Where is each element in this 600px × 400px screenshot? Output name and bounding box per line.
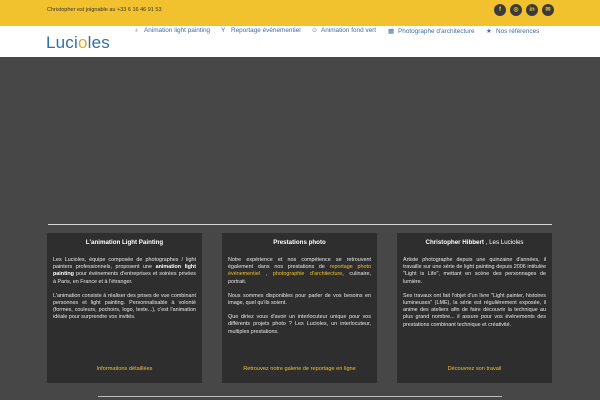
card-light-painting bbox=[47, 233, 202, 383]
card-bold-text: animation light painting bbox=[53, 264, 196, 278]
main-navigation bbox=[0, 26, 600, 57]
email-icon[interactable]: ✉ bbox=[542, 4, 554, 16]
card-text: pour événements d'entreprises et soirées privées à Paris, en France et à l'étranger. bbox=[53, 271, 196, 285]
nav-item-label: Photographe d'architecture bbox=[398, 28, 475, 35]
card-paragraph bbox=[53, 257, 196, 286]
card-paragraph: Ses travaux ont fait l'objet d'un livre "Light painter, histoires lumineuses" (LME), la série est régulièrement exposée, il anime des ateliers afin de faire découvrir la technique au plus grand nombre... il assure pour vos événements des prestations combinant technique et créativité. bbox=[403, 292, 546, 328]
logo-text-start: Luci bbox=[46, 33, 78, 52]
card-prestations-photo bbox=[222, 233, 377, 383]
building-icon: ▦ bbox=[388, 28, 395, 35]
card-paragraph bbox=[228, 257, 371, 286]
card-title: Prestations photo bbox=[273, 239, 326, 246]
linkedin-icon[interactable]: in bbox=[526, 4, 538, 16]
instagram-icon[interactable]: ◎ bbox=[510, 4, 522, 16]
nav-animation-fond-vert[interactable] bbox=[311, 27, 376, 34]
card-title-suffix: , Les Lucioles bbox=[483, 239, 524, 246]
reportage-photo-link[interactable]: reportage photo événementiel bbox=[228, 264, 371, 278]
card-paragraph: L'animation consiste à réaliser des prises de vue combinant personnes et light painting. Personnalisable à volonté (formes, couleurs, pochoirs, logo, texte...), c'est l'animation idéale pour surprendre vos invités. bbox=[53, 292, 196, 321]
informations-detaillees-link[interactable]: Informations détaillées bbox=[96, 366, 153, 372]
card-paragraph: Nous sommes disponibles pour parler de vos besoins en image, quel qu'ils soient. bbox=[228, 292, 371, 307]
cocktail-icon: Y bbox=[221, 27, 226, 34]
nav-nos-references[interactable] bbox=[486, 27, 539, 35]
nav-animation-light-painting[interactable] bbox=[134, 27, 210, 34]
smiley-icon: ☺ bbox=[311, 27, 318, 34]
nav-item-label: Reportage événementiel bbox=[231, 27, 301, 34]
nav-item-label: Animation light painting bbox=[144, 27, 211, 34]
facebook-icon[interactable]: f bbox=[494, 4, 506, 16]
card-text: Les Lucioles, équipe composée de photographes / light painters professionnels, proposent une bbox=[53, 257, 196, 271]
card-title bbox=[397, 239, 552, 246]
star-icon: ★ bbox=[486, 28, 492, 35]
section-divider-bottom bbox=[98, 396, 502, 397]
nav-reportage-evenementiel[interactable] bbox=[221, 27, 301, 34]
decouvrez-son-travail-link[interactable]: Découvrez son travail bbox=[447, 366, 502, 372]
card-title-name: Christopher Hibbert bbox=[425, 239, 484, 246]
card-paragraph: Artiste photographe depuis une quinzaine d'années, il travaille sur une série de light painting depuis 2006 intitulée "Light is Life", mettant en scène des personnages de lumière. bbox=[403, 257, 546, 285]
card-text: , culinaire, portrait. bbox=[228, 271, 372, 285]
photographie-architecture-link[interactable]: photographie d'architecture bbox=[272, 271, 343, 278]
nav-photographe-architecture[interactable] bbox=[388, 27, 475, 35]
contact-phone-text: Christopher est joignable au +33 6 16 46 91 53 bbox=[47, 7, 162, 13]
section-divider-top bbox=[48, 224, 552, 225]
bulb-icon: ♁ bbox=[134, 27, 139, 34]
top-bar bbox=[0, 0, 600, 26]
logo-text-end: les bbox=[87, 33, 110, 52]
nav-item-label: Animation fond vert bbox=[321, 27, 377, 34]
lucioles-logo[interactable] bbox=[46, 33, 110, 53]
logo-text-dot: o bbox=[78, 33, 88, 52]
card-text: Notre expérience et nos compétence se retrouvent également dans nos prestations de bbox=[228, 257, 371, 271]
nav-item-label: Nos références bbox=[496, 28, 540, 35]
card-title: L'animation Light Painting bbox=[85, 239, 164, 246]
card-text: , bbox=[260, 271, 273, 278]
card-paragraph: Que diriez vous d'avoir un interlocuteur unique pour vos différents projets photo ? Les Lucioles, un interlocuteur, multiples prestations. bbox=[228, 314, 371, 335]
card-christopher-hibbert bbox=[397, 233, 552, 383]
galerie-reportage-link[interactable]: Retrouvez notre galerie de reportage en ligne bbox=[243, 366, 356, 372]
